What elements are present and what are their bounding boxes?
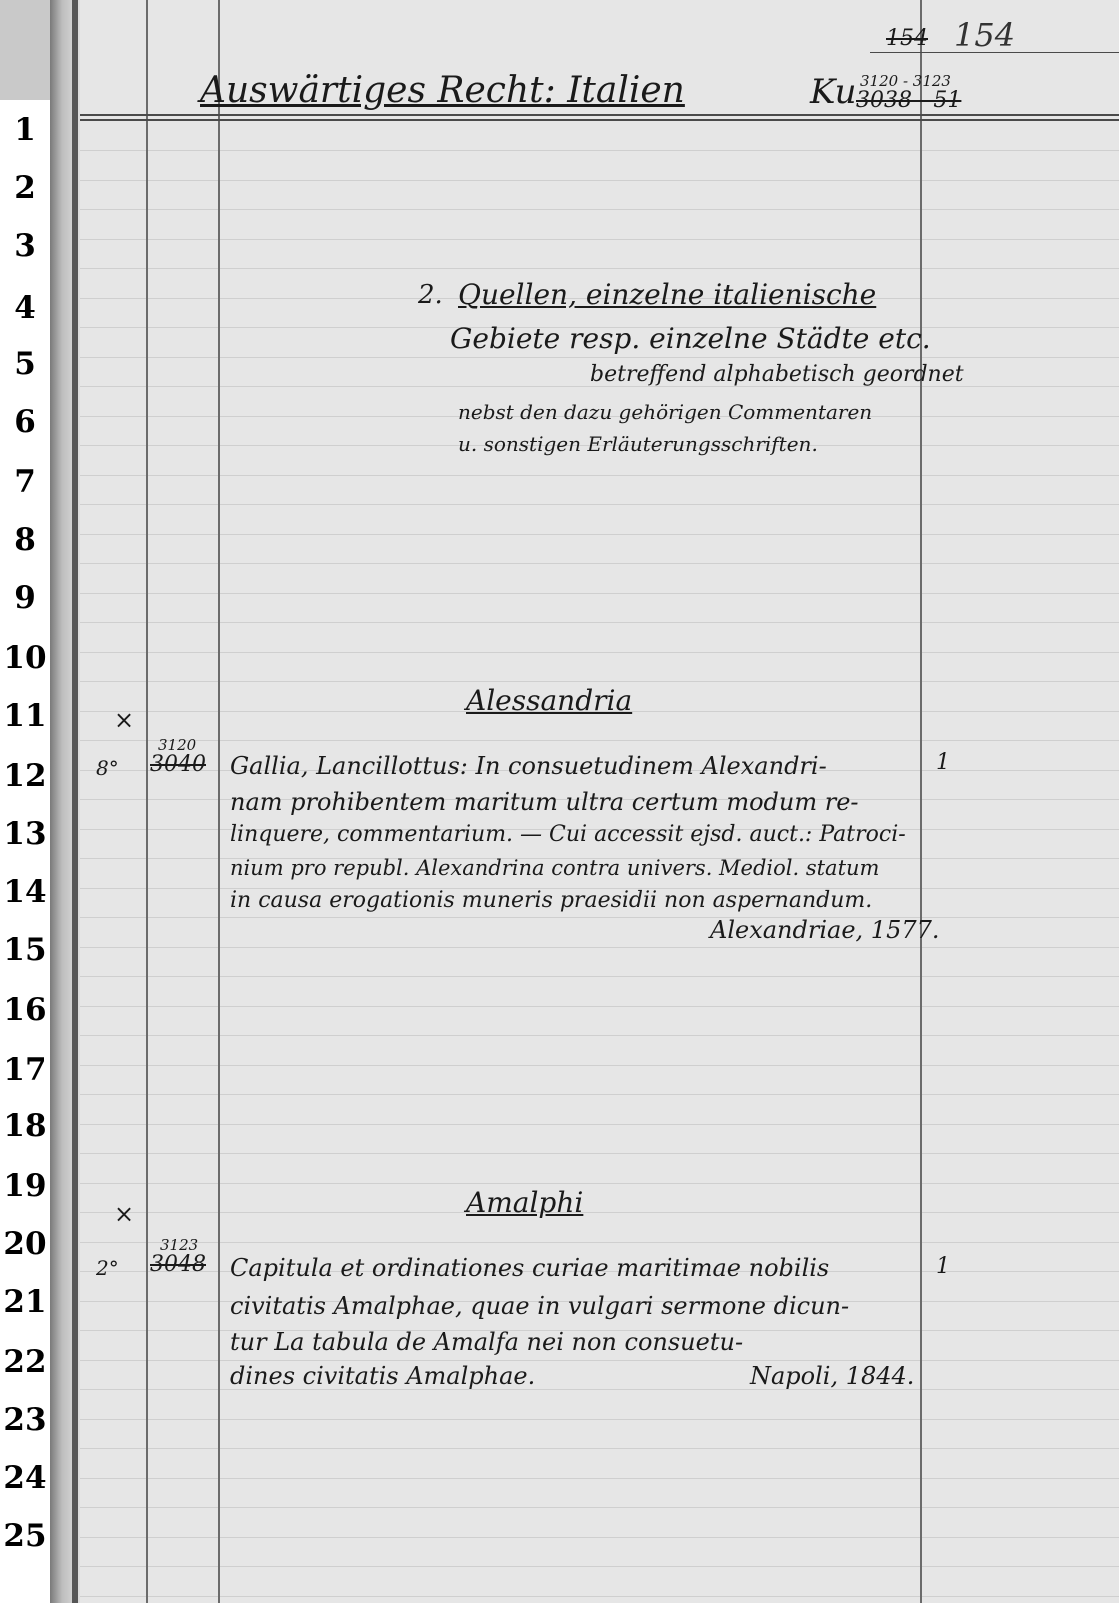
ruled-line <box>80 1065 1119 1066</box>
ruled-line <box>80 681 1119 682</box>
ruled-line <box>80 622 1119 623</box>
line-number: 21 <box>3 1284 47 1320</box>
ruled-line <box>80 1212 1119 1213</box>
line-number: 19 <box>3 1168 47 1204</box>
ruled-line <box>80 1478 1119 1479</box>
line-number: 4 <box>14 290 36 326</box>
page-title: Auswärtiges Recht: Italien <box>200 70 685 111</box>
imprint: Alexandriae, 1577. <box>710 916 940 944</box>
line-number: 9 <box>14 580 36 616</box>
ruled-line <box>80 1124 1119 1125</box>
line-number: 1 <box>14 112 36 148</box>
ruled-line <box>80 1183 1119 1184</box>
entry-line: civitatis Amalphae, quae in vulgari sermone dicun- <box>230 1292 850 1320</box>
ruled-line <box>80 947 1119 948</box>
line-number: 15 <box>3 932 47 968</box>
ruled-line <box>80 1006 1119 1007</box>
line-number: 6 <box>14 404 36 440</box>
heading-line: Gebiete resp. einzelne Städte etc. <box>450 322 931 355</box>
line-number-column <box>0 100 50 1603</box>
format-mark: 2° <box>96 1256 119 1280</box>
heading-line: Quellen, einzelne italienische <box>458 278 877 311</box>
ruled-line <box>80 268 1119 269</box>
heading-line: u. sonstigen Erläuterungsschriften. <box>458 432 818 456</box>
format-mark: 8° <box>96 756 119 780</box>
ruled-line <box>80 1448 1119 1449</box>
header-rule <box>80 114 1119 116</box>
ruled-line <box>80 1596 1119 1597</box>
ruled-line <box>80 976 1119 977</box>
line-number: 5 <box>14 346 36 382</box>
entry-line: nium pro republ. Alexandrina contra univers. Mediol. statum <box>230 856 880 880</box>
line-number: 7 <box>14 464 36 500</box>
call-number-old: 3048 <box>150 1252 206 1277</box>
ruled-line <box>80 1153 1119 1154</box>
section-title: Amalphi <box>466 1186 584 1219</box>
entry-line: dines civitatis Amalphae. <box>230 1362 536 1390</box>
ruled-line <box>80 357 1119 358</box>
ruled-line <box>80 593 1119 594</box>
line-number: 22 <box>3 1344 47 1380</box>
line-number: 17 <box>3 1052 47 1088</box>
entry-line: Gallia, Lancillottus: In consuetudinem Alexandri- <box>230 752 827 780</box>
line-number: 25 <box>3 1518 47 1554</box>
check-mark: × <box>114 706 135 734</box>
line-number: 3 <box>14 228 36 264</box>
volume-count: 1 <box>936 750 950 775</box>
heading-line: betreffend alphabetisch geordnet <box>590 362 964 387</box>
entry-line: tur La tabula de Amalfa nei non consuetu- <box>230 1328 744 1356</box>
call-number-old: 3040 <box>150 752 206 777</box>
margin-column-line <box>146 0 148 1603</box>
entry-line: in causa erogationis muneris praesidii non aspernandum. <box>230 888 873 913</box>
ledger-page <box>50 0 1119 1603</box>
heading-number: 2. <box>418 280 443 310</box>
ruled-line <box>80 1419 1119 1420</box>
header-rule-double <box>80 119 1119 121</box>
ruled-line <box>80 150 1119 151</box>
ruled-line <box>80 1035 1119 1036</box>
entry-line: linquere, commentarium. — Cui accessit ejsd. auct.: Patroci- <box>230 822 906 847</box>
ruled-line <box>80 534 1119 535</box>
line-number: 8 <box>14 522 36 558</box>
count-column-line <box>920 0 922 1603</box>
volume-count: 1 <box>936 1254 950 1279</box>
line-number: 11 <box>3 698 47 734</box>
folio-number: 154 <box>954 16 1016 54</box>
call-number-new: 3120 <box>158 736 197 754</box>
section-title: Alessandria <box>466 684 633 717</box>
ruled-line <box>80 504 1119 505</box>
heading-line: nebst den dazu gehörigen Commentaren <box>458 400 873 424</box>
line-number: 20 <box>3 1226 47 1262</box>
line-number: 24 <box>3 1460 47 1496</box>
ruled-line <box>80 652 1119 653</box>
check-mark: × <box>114 1200 135 1228</box>
ruled-line <box>80 1537 1119 1538</box>
binding-spine <box>72 0 78 1603</box>
line-number: 18 <box>3 1108 47 1144</box>
shelfmark-prefix: Ku <box>810 72 857 112</box>
line-number: 23 <box>3 1402 47 1438</box>
line-number: 2 <box>14 170 36 206</box>
line-number: 13 <box>3 816 47 852</box>
ruled-line <box>80 239 1119 240</box>
ruled-line <box>80 563 1119 564</box>
call-number-new: 3123 <box>160 1236 199 1254</box>
number-column-line <box>218 0 220 1603</box>
line-number: 14 <box>3 874 47 910</box>
ruled-line <box>80 180 1119 181</box>
shelfmark-range-old: 3038 - 51 <box>856 88 962 113</box>
ruled-line <box>80 1566 1119 1567</box>
ruled-line <box>80 475 1119 476</box>
entry-line: nam prohibentem maritum ultra certum modum re- <box>230 788 859 816</box>
ruled-line <box>80 209 1119 210</box>
folio-old: 154 <box>886 26 928 51</box>
line-number: 16 <box>3 992 47 1028</box>
ruled-line <box>80 1094 1119 1095</box>
line-number: 12 <box>3 758 47 794</box>
ruled-line <box>80 1242 1119 1243</box>
ruled-line <box>80 1507 1119 1508</box>
ruled-line <box>80 1360 1119 1361</box>
entry-line: Capitula et ordinationes curiae maritimae nobilis <box>230 1254 830 1282</box>
imprint: Napoli, 1844. <box>750 1362 915 1390</box>
ruled-line <box>80 740 1119 741</box>
archive-stamp-corner <box>0 0 50 100</box>
shelfmark-range-new: 3120 - 3123 <box>860 72 951 90</box>
ruled-line <box>80 917 1119 918</box>
line-number: 10 <box>3 640 47 676</box>
